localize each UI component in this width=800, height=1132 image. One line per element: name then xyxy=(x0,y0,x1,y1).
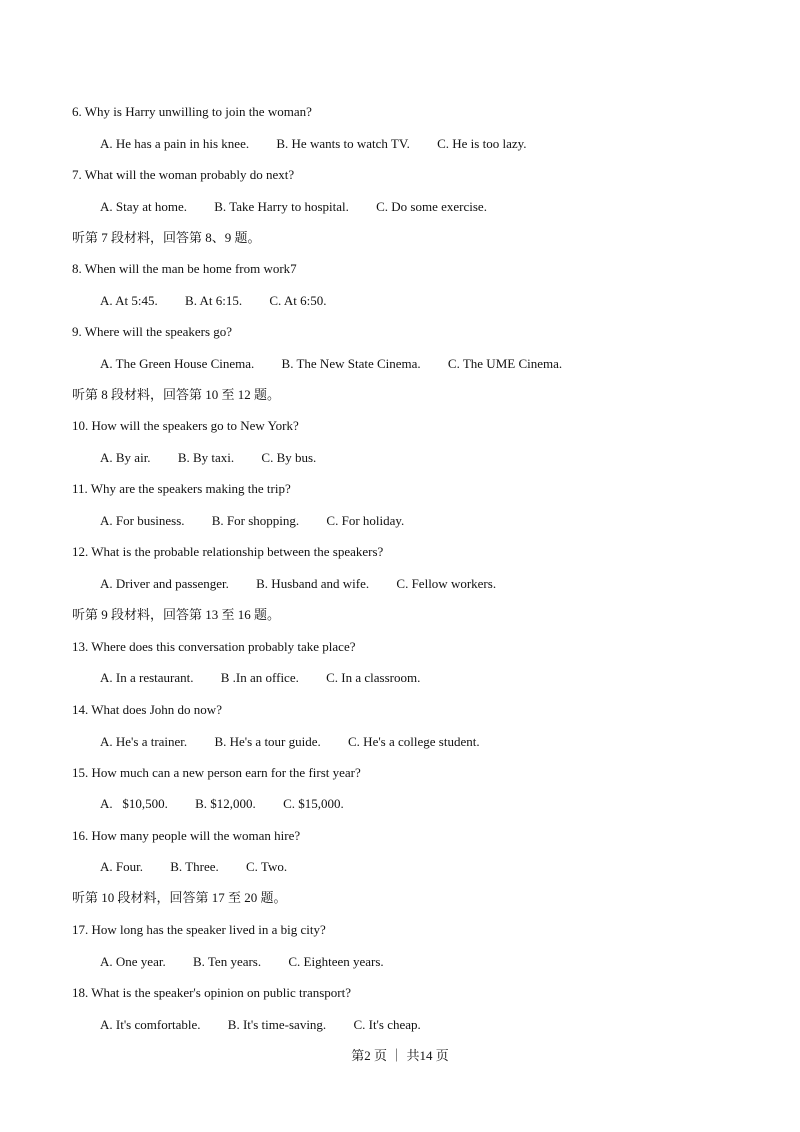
question-7: 7. What will the woman probably do next? xyxy=(72,167,295,182)
option-12a: A. Driver and passenger. xyxy=(100,576,229,591)
option-10a: A. By air. xyxy=(100,450,151,465)
option-13a: A. In a restaurant. xyxy=(100,670,194,685)
options-7 xyxy=(100,199,511,215)
question-16: 16. How many people will the woman hire? xyxy=(72,828,301,843)
option-6b: B. He wants to watch TV. xyxy=(276,136,410,151)
question-13: 13. Where does this conversation probably take place? xyxy=(72,639,356,654)
options-15 xyxy=(100,796,368,812)
option-11b: B. For shopping. xyxy=(211,513,300,528)
options-18 xyxy=(100,1017,445,1033)
option-8b: B. At 6:15. xyxy=(185,293,243,308)
section-7-instruction: 听第 7 段材料，回答第 8、9 题。 xyxy=(72,230,261,245)
option-6c: C. He is too lazy. xyxy=(437,136,527,151)
option-10b: B. By taxi. xyxy=(177,450,235,465)
question-18: 18. What is the speaker's opinion on public transport? xyxy=(72,985,352,1000)
option-7a: A. Stay at home. xyxy=(100,199,188,214)
options-9 xyxy=(100,356,586,372)
option-7c: C. Do some exercise. xyxy=(376,199,487,214)
options-8 xyxy=(100,293,350,309)
option-9b: B. The New State Cinema. xyxy=(281,356,421,371)
option-12c: C. Fellow workers. xyxy=(396,576,497,591)
options-12 xyxy=(100,576,520,592)
section-10-instruction: 听第 10 段材料，回答第 17 至 20 题。 xyxy=(72,890,287,905)
option-16c: C. Two. xyxy=(245,859,288,874)
option-17a: A. One year. xyxy=(100,954,166,969)
option-15b: B. $12,000. xyxy=(195,796,256,811)
option-14a: A. He's a trainer. xyxy=(100,734,188,749)
options-13 xyxy=(100,670,444,686)
options-10 xyxy=(100,450,340,466)
option-10c: C. By bus. xyxy=(261,450,317,465)
option-15a: A. $10,500. xyxy=(100,796,168,811)
option-9a: A. The Green House Cinema. xyxy=(100,356,255,371)
option-12b: B. Husband and wife. xyxy=(256,576,370,591)
question-8: 8. When will the man be home from work7 xyxy=(72,261,297,276)
option-17c: C. Eighteen years. xyxy=(288,954,384,969)
option-8c: C. At 6:50. xyxy=(269,293,327,308)
option-7b: B. Take Harry to hospital. xyxy=(214,199,349,214)
question-12: 12. What is the probable relationship between the speakers? xyxy=(72,544,384,559)
option-13c: C. In a classroom. xyxy=(326,670,421,685)
section-9-instruction: 听第 9 段材料，回答第 13 至 16 题。 xyxy=(72,607,281,622)
option-9c: C. The UME Cinema. xyxy=(447,356,563,371)
options-11 xyxy=(100,513,428,529)
option-13b: B .In an office. xyxy=(220,670,299,685)
option-11c: C. For holiday. xyxy=(326,513,405,528)
option-14c: C. He's a college student. xyxy=(348,734,480,749)
option-14b: B. He's a tour guide. xyxy=(214,734,321,749)
section-8-instruction: 听第 8 段材料，回答第 10 至 12 题。 xyxy=(72,387,281,402)
question-6: 6. Why is Harry unwilling to join the woman? xyxy=(72,104,312,119)
option-11a: A. For business. xyxy=(100,513,185,528)
question-10: 10. How will the speakers go to New York? xyxy=(72,418,299,433)
options-16 xyxy=(100,859,311,875)
question-15: 15. How much can a new person earn for the first year? xyxy=(72,765,361,780)
option-18b: B. It's time-saving. xyxy=(227,1017,327,1032)
question-9: 9. Where will the speakers go? xyxy=(72,324,233,339)
option-6a: A. He has a pain in his knee. xyxy=(100,136,250,151)
options-14 xyxy=(100,734,504,750)
question-17: 17. How long has the speaker lived in a big city? xyxy=(72,922,326,937)
option-8a: A. At 5:45. xyxy=(100,293,158,308)
question-14: 14. What does John do now? xyxy=(72,702,222,717)
option-18a: A. It's comfortable. xyxy=(100,1017,201,1032)
page-footer: 第2 页 ｜ 共14 页 xyxy=(351,1048,449,1063)
options-6 xyxy=(100,136,551,152)
option-18c: C. It's cheap. xyxy=(353,1017,421,1032)
options-17 xyxy=(100,954,408,970)
option-16b: B. Three. xyxy=(170,859,219,874)
option-16a: A. Four. xyxy=(100,859,143,874)
option-17b: B. Ten years. xyxy=(192,954,262,969)
question-11: 11. Why are the speakers making the trip? xyxy=(72,481,291,496)
option-15c: C. $15,000. xyxy=(283,796,344,811)
